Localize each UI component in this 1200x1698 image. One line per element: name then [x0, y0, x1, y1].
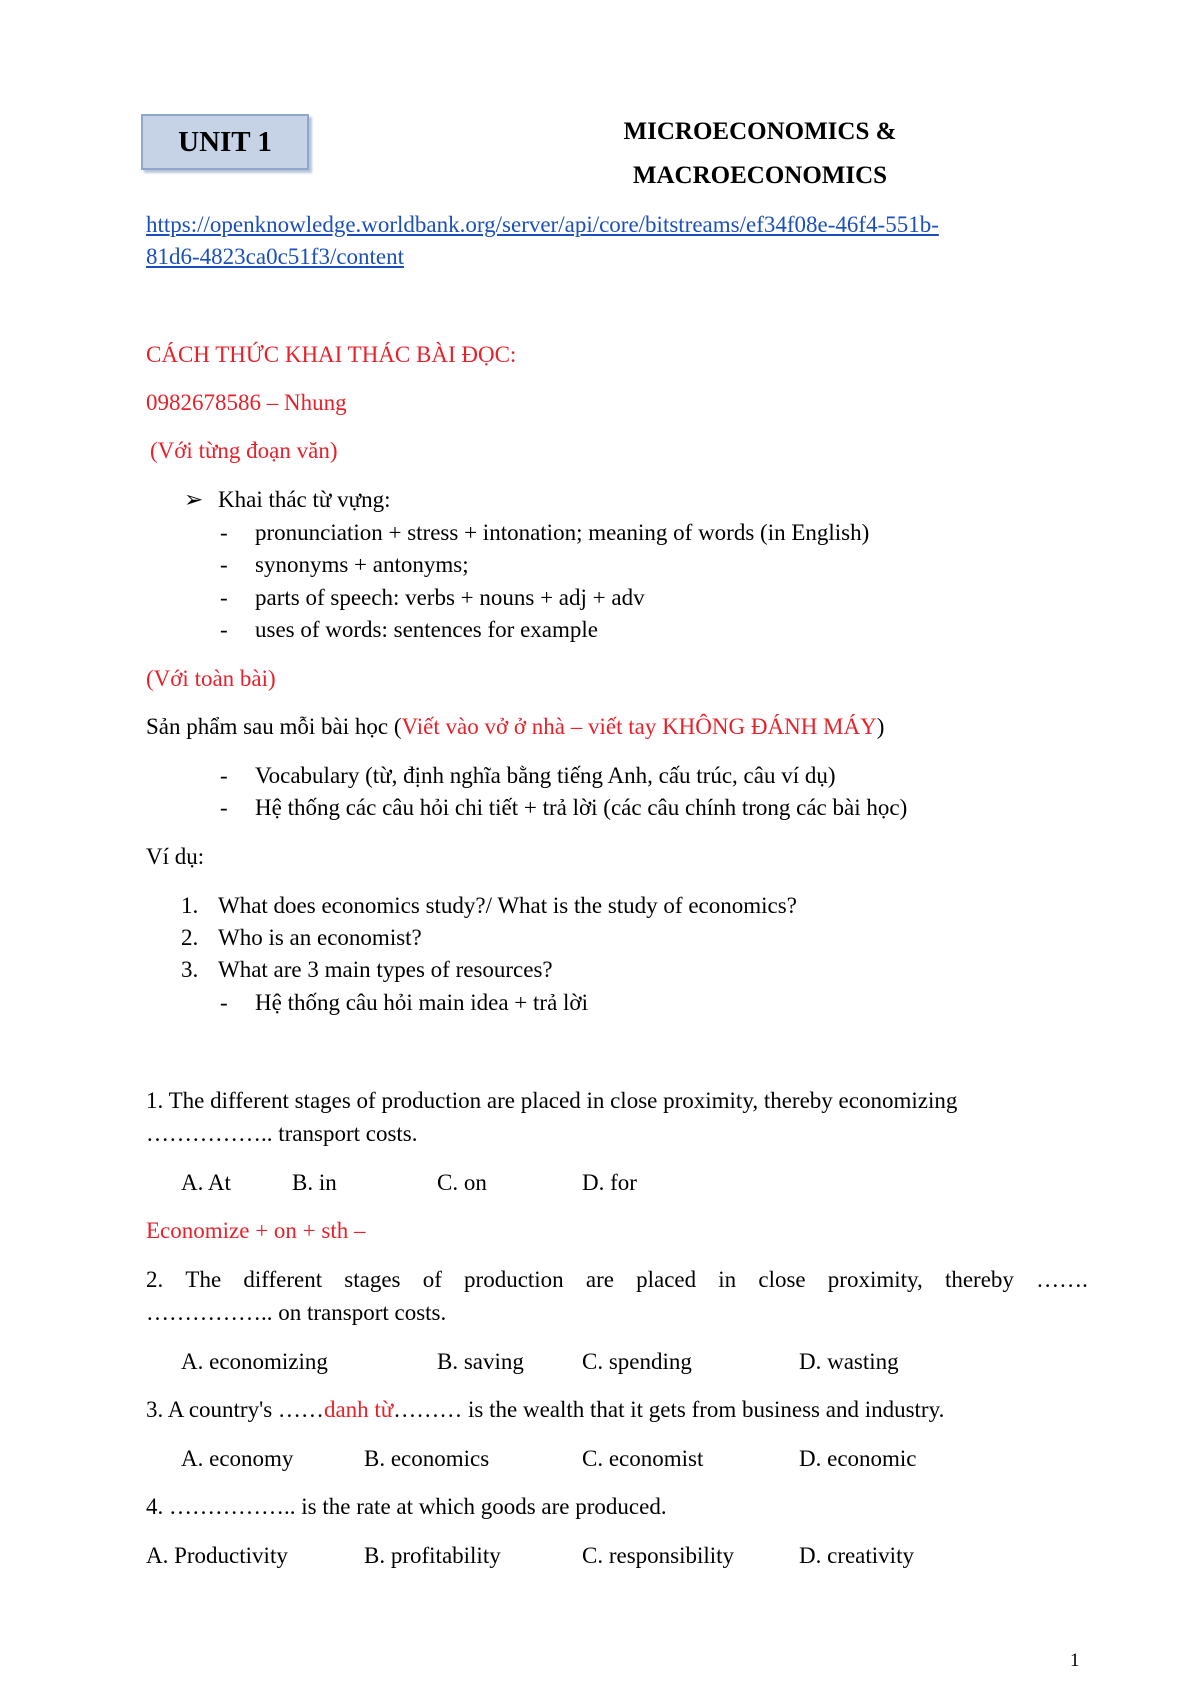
- question-2-line-1: [146, 1267, 1088, 1293]
- method-heading: CÁCH THỨC KHAI THÁC BÀI ĐỌC:: [146, 342, 517, 367]
- q1-option-a: A. At: [181, 1170, 231, 1195]
- vocab-item: pronunciation + stress + intonation; meaning of words (in English): [255, 520, 870, 545]
- product-item: Vocabulary (từ, định nghĩa bằng tiếng Anh, cấu trúc, câu ví dụ): [255, 763, 836, 788]
- vocab-item: parts of speech: verbs + nouns + adj + adv: [255, 585, 645, 610]
- dash-icon: -: [220, 520, 228, 545]
- dash-icon: -: [220, 795, 228, 820]
- q4-option-b: B. profitability: [364, 1543, 501, 1568]
- q2-word: …….: [1036, 1267, 1088, 1292]
- q2-option-a: A. economizing: [181, 1349, 328, 1374]
- question-number: 1.: [181, 893, 199, 918]
- vocab-item: uses of words: sentences for example: [255, 617, 598, 642]
- dash-icon: -: [220, 763, 228, 788]
- question-2-line-2: …………….. on transport costs.: [146, 1300, 447, 1325]
- example-question: What does economics study?/ What is the study of economics?: [218, 893, 797, 918]
- unit-badge: UNIT 1: [141, 114, 309, 170]
- product-emphasis: Viết vào vở ở nhà – viết tay KHÔNG ĐÁNH MÁY: [401, 714, 877, 739]
- q3-option-d: D. economic: [799, 1446, 917, 1471]
- contact-line: 0982678586 – Nhung: [146, 390, 347, 415]
- question-3: [146, 1397, 944, 1423]
- q3-option-c: C. economist: [582, 1446, 704, 1471]
- arrow-bullet-icon: ➢: [184, 487, 204, 512]
- q4-option-d: D. creativity: [799, 1543, 914, 1568]
- dash-icon: -: [220, 585, 228, 610]
- main-idea-item: Hệ thống câu hỏi main idea + trả lời: [255, 990, 588, 1015]
- per-paragraph-label: (Với từng đoạn văn): [150, 438, 338, 463]
- grammar-note: Economize + on + sth –: [146, 1218, 366, 1243]
- q2-word: of: [422, 1267, 442, 1292]
- q3-prefix: 3. A country's ……: [146, 1397, 324, 1422]
- q1-option-c: C. on: [437, 1170, 487, 1195]
- product-suffix: ): [876, 714, 885, 739]
- whole-lesson-label: (Với toàn bài): [146, 666, 276, 691]
- source-link-line-2[interactable]: 81d6-4823ca0c51f3/content: [146, 244, 405, 269]
- q2-option-c: C. spending: [582, 1349, 692, 1374]
- q2-word: placed: [636, 1267, 697, 1292]
- q3-option-b: B. economics: [364, 1446, 490, 1471]
- q2-word: proximity,: [827, 1267, 923, 1292]
- q2-word: 2.: [146, 1267, 164, 1292]
- page-number: 1: [1070, 1650, 1080, 1671]
- q2-word: different: [243, 1267, 323, 1292]
- q2-option-d: D. wasting: [799, 1349, 899, 1374]
- title-line-1: MICROECONOMICS &: [623, 118, 897, 145]
- q3-option-a: A. economy: [181, 1446, 294, 1471]
- question-1-line-2: …………….. transport costs.: [146, 1121, 418, 1146]
- product-item: Hệ thống các câu hỏi chi tiết + trả lời (các câu chính trong các bài học): [255, 795, 908, 820]
- product-prefix: Sản phẩm sau mỗi bài học (: [146, 714, 402, 739]
- title-line-2: MACROECONOMICS: [632, 162, 888, 189]
- product-line: [146, 714, 884, 740]
- question-number: 3.: [181, 957, 199, 982]
- example-question: What are 3 main types of resources?: [218, 957, 553, 982]
- q2-word: The: [185, 1267, 222, 1292]
- example-label: Ví dụ:: [146, 844, 205, 869]
- question-4: 4. …………….. is the rate at which goods are produced.: [146, 1494, 667, 1519]
- q2-word: production: [464, 1267, 564, 1292]
- q2-word: in: [718, 1267, 737, 1292]
- q3-suffix: ……… is the wealth that it gets from business and industry.: [393, 1397, 945, 1422]
- q2-word: stages: [344, 1267, 401, 1292]
- dash-icon: -: [220, 617, 228, 642]
- q3-hint: danh từ: [323, 1397, 394, 1422]
- q2-word: are: [585, 1267, 614, 1292]
- q2-word: thereby: [944, 1267, 1014, 1292]
- vocab-heading: Khai thác từ vựng:: [218, 487, 391, 512]
- q4-option-c: C. responsibility: [582, 1543, 735, 1568]
- question-number: 2.: [181, 925, 199, 950]
- q2-option-b: B. saving: [437, 1349, 524, 1374]
- dash-icon: -: [220, 552, 228, 577]
- q1-option-b: B. in: [292, 1170, 337, 1195]
- question-1-line-1: 1. The different stages of production are placed in close proximity, thereby economizing: [146, 1088, 958, 1113]
- q4-option-a: A. Productivity: [146, 1543, 288, 1568]
- q1-option-d: D. for: [582, 1170, 637, 1195]
- example-question: Who is an economist?: [218, 925, 422, 950]
- dash-icon: -: [220, 990, 228, 1015]
- source-link-line-1[interactable]: https://openknowledge.worldbank.org/server/api/core/bitstreams/ef34f08e-46f4-551b-: [146, 212, 939, 237]
- q2-word: close: [758, 1267, 806, 1292]
- vocab-item: synonyms + antonyms;: [255, 552, 469, 577]
